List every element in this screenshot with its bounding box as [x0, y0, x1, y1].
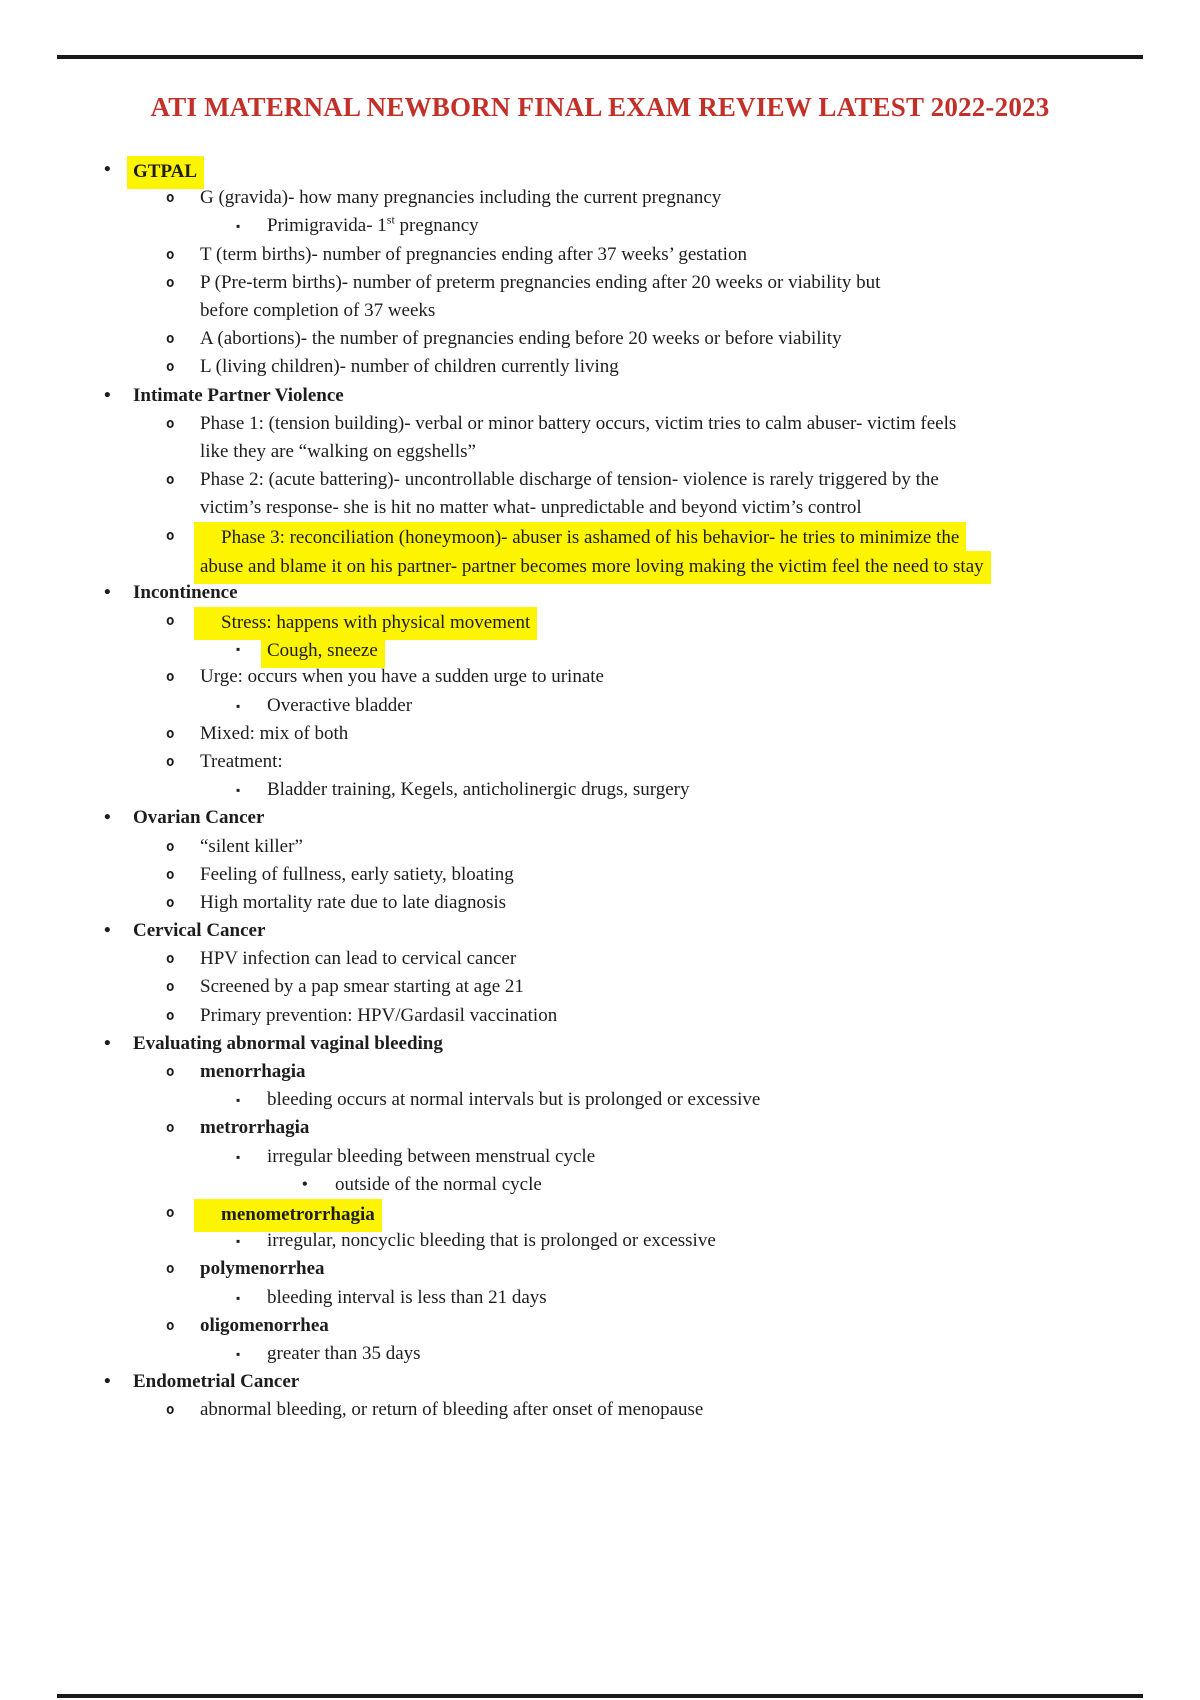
list-item — [0, 1002, 1200, 1030]
list-item-text — [267, 1340, 421, 1368]
bullet-level-2-icon: o — [166, 951, 175, 968]
text-run: T (term births)- number of pregnancies ending after 37 weeks’ gestation — [200, 243, 747, 265]
list-item — [0, 353, 1200, 381]
text-run: irregular, noncyclic bleeding that is prolonged or excessive — [267, 1230, 716, 1252]
bullet-level-2-icon: o — [166, 472, 175, 489]
bullet-level-2-icon: o — [166, 274, 175, 291]
bullet-level-1-icon: • — [104, 581, 111, 603]
bullet-level-2-icon: o — [166, 1402, 175, 1419]
list-item-text — [200, 1058, 306, 1086]
top-rule — [57, 55, 1143, 59]
text-run: G (gravida)- how many pregnancies including the current pregnancy — [200, 187, 722, 209]
bullet-level-2-icon: o — [166, 669, 175, 686]
list-item — [0, 889, 1200, 917]
list-item — [0, 1086, 1200, 1114]
text-run: Phase 3: reconciliation (honeymoon)- abuser is ashamed of his behavior- he tries to minimize the — [221, 527, 960, 549]
text-run: L (living children)- number of children currently living — [200, 356, 619, 378]
list-item — [0, 325, 1200, 353]
list-item-text — [200, 438, 476, 466]
text-run: HPV infection can lead to cervical cancer — [200, 948, 517, 970]
list-item-text — [200, 1002, 557, 1030]
list-item-text — [200, 945, 516, 973]
list-item-text — [200, 973, 524, 1001]
list-item-text — [200, 269, 880, 297]
text-run: oligomenorrhea — [200, 1314, 329, 1336]
bullet-level-2-icon: o — [166, 1007, 175, 1024]
list-item — [0, 748, 1200, 776]
bullet-level-4-icon: • — [302, 1175, 308, 1193]
list-item-text — [200, 325, 842, 353]
text-run: Cough, sneeze — [267, 640, 378, 662]
list-item — [0, 269, 1200, 297]
list-item-text — [267, 212, 479, 240]
text-run: like they are “walking on eggshells” — [200, 440, 476, 462]
bullet-level-2-icon: o — [166, 866, 175, 883]
list-item — [0, 438, 1200, 466]
text-run: Ovarian Cancer — [133, 807, 265, 829]
text-run: “silent killer” — [200, 835, 303, 857]
bullet-level-2-icon: o — [166, 359, 175, 376]
text-run: Mixed: mix of both — [200, 722, 349, 744]
list-item — [0, 466, 1200, 494]
bullet-level-1-icon: • — [104, 384, 111, 406]
bullet-level-1-icon: • — [104, 1032, 111, 1054]
list-item — [0, 410, 1200, 438]
bullet-level-2-icon: o — [166, 613, 175, 629]
text-run: bleeding interval is less than 21 days — [267, 1286, 547, 1308]
list-item — [0, 692, 1200, 720]
bullet-level-3-icon: ▪ — [236, 1149, 241, 1164]
list-item — [0, 1171, 1200, 1199]
bullet-level-2-icon: o — [166, 190, 175, 207]
superscript-text: st — [386, 213, 395, 228]
text-run: Phase 2: (acute battering)- uncontrollable discharge of tension- violence is rarely triggered by the — [200, 469, 939, 491]
text-run: High mortality rate due to late diagnosis — [200, 891, 507, 913]
list-item-text — [267, 776, 689, 804]
text-run: menometrorrhagia — [221, 1203, 375, 1225]
bullet-level-2-icon: o — [166, 1261, 175, 1278]
list-item — [0, 607, 1200, 635]
list-item-text — [133, 382, 344, 410]
text-run: abuse and blame it on his partner- partner becomes more loving making the victim feel the need to stay — [200, 555, 984, 577]
bullet-level-3-icon: ▪ — [236, 1346, 241, 1361]
list-item — [0, 1030, 1200, 1058]
list-item — [0, 861, 1200, 889]
text-run: Bladder training, Kegels, anticholinergic drugs, surgery — [267, 779, 690, 801]
list-item-text — [133, 1030, 443, 1058]
list-item-text — [200, 861, 514, 889]
text-run: metrorrhagia — [200, 1117, 310, 1139]
bullet-level-3-icon: ▪ — [236, 698, 241, 713]
list-item — [0, 494, 1200, 522]
text-run: Incontinence — [133, 581, 238, 603]
bullet-level-2-icon: o — [166, 1204, 175, 1221]
bullet-level-2-icon: o — [166, 1317, 175, 1334]
list-item — [0, 1284, 1200, 1312]
bullet-level-2-icon: o — [166, 725, 175, 742]
text-run: victim’s response- she is hit no matter what- unpredictable and beyond victim’s control — [200, 497, 862, 519]
text-run: outside of the normal cycle — [335, 1173, 542, 1195]
bullet-level-2-icon: o — [166, 979, 175, 996]
list-item-text — [267, 1284, 547, 1312]
list-item-text — [200, 1114, 309, 1142]
bullet-level-2-icon: o — [166, 753, 175, 770]
list-item-text — [200, 184, 721, 212]
list-item — [0, 917, 1200, 945]
list-item — [0, 184, 1200, 212]
text-run: abnormal bleeding, or return of bleeding after onset of menopause — [200, 1399, 704, 1421]
list-item — [0, 1227, 1200, 1255]
bullet-level-3-icon: ▪ — [236, 783, 241, 798]
text-run: Intimate Partner Violence — [133, 384, 344, 406]
list-item-text — [133, 1368, 299, 1396]
bottom-rule — [57, 1694, 1143, 1698]
list-item — [0, 522, 1200, 550]
list-item-text — [200, 748, 283, 776]
list-item-text — [267, 692, 412, 720]
list-item — [0, 1396, 1200, 1424]
list-item-text — [200, 241, 747, 269]
list-item — [0, 663, 1200, 691]
list-item — [0, 579, 1200, 607]
list-item — [0, 1058, 1200, 1086]
list-item-text — [133, 917, 265, 945]
list-item-text — [200, 889, 506, 917]
bullet-level-2-icon: o — [166, 1064, 175, 1080]
text-run: Screened by a pap smear starting at age 21 — [200, 976, 524, 998]
bullet-level-3-icon: ▪ — [236, 1093, 241, 1108]
text-run: Primigravida- 1 — [267, 215, 387, 237]
bullet-level-1-icon: • — [104, 920, 111, 942]
list-item-text — [200, 1396, 703, 1424]
text-run: irregular bleeding between menstrual cycle — [267, 1145, 596, 1167]
bullet-level-2-icon: o — [166, 1120, 175, 1137]
text-run: Feeling of fullness, early satiety, bloating — [200, 863, 514, 885]
list-item-text — [267, 1227, 716, 1255]
text-run: Stress: happens with physical movement — [221, 612, 531, 633]
list-item — [0, 382, 1200, 410]
text-run: A (abortions)- the number of pregnancies ending before 20 weeks or before viability — [200, 328, 842, 350]
list-item-text — [200, 720, 348, 748]
text-run: Cervical Cancer — [133, 920, 266, 942]
list-item-text — [200, 353, 619, 381]
list-item — [0, 1312, 1200, 1340]
list-item — [0, 551, 1200, 579]
bullet-level-3-icon: ▪ — [236, 219, 241, 234]
text-run: Overactive bladder — [267, 694, 413, 716]
text-run: Evaluating abnormal vaginal bleeding — [133, 1032, 443, 1054]
list-item-text — [200, 410, 956, 438]
page-title: ATI MATERNAL NEWBORN FINAL EXAM REVIEW LATEST 2022-2023 — [150, 92, 1050, 122]
text-run: Endometrial Cancer — [133, 1371, 300, 1393]
list-item — [0, 720, 1200, 748]
bullet-level-2-icon: o — [166, 415, 175, 432]
bullet-level-2-icon: o — [166, 838, 175, 855]
bullet-level-1-icon: • — [104, 159, 111, 180]
text-run: pregnancy — [394, 215, 479, 237]
text-run: before completion of 37 weeks — [200, 299, 436, 321]
list-item — [0, 1255, 1200, 1283]
list-item — [0, 212, 1200, 240]
text-run: Primary prevention: HPV/Gardasil vaccination — [200, 1004, 558, 1026]
list-item — [0, 1114, 1200, 1142]
list-item — [0, 1143, 1200, 1171]
text-run: GTPAL — [133, 161, 198, 182]
bullet-level-1-icon: • — [104, 807, 111, 829]
list-item-text — [335, 1171, 542, 1199]
list-item-text — [200, 297, 435, 325]
list-item-text — [267, 1143, 595, 1171]
text-run: bleeding occurs at normal intervals but is prolonged or excessive — [267, 1089, 761, 1111]
bullet-level-3-icon: ▪ — [236, 642, 241, 657]
list-item-text — [200, 1255, 325, 1283]
list-item-text — [200, 663, 604, 691]
text-run: Phase 1: (tension building)- verbal or minor battery occurs, victim tries to calm abuser- victim feels — [200, 412, 957, 434]
bullet-list — [0, 156, 1200, 1424]
text-run: menorrhagia — [200, 1061, 306, 1082]
list-item — [0, 241, 1200, 269]
list-item — [0, 1368, 1200, 1396]
bullet-level-2-icon: o — [166, 528, 175, 545]
list-item — [0, 833, 1200, 861]
list-item — [0, 804, 1200, 832]
list-item-text — [133, 804, 264, 832]
text-run: polymenorrhea — [200, 1258, 325, 1280]
bullet-level-2-icon: o — [166, 894, 175, 911]
list-item-text — [133, 579, 238, 607]
bullet-level-3-icon: ▪ — [236, 1290, 241, 1305]
list-item-text — [200, 494, 862, 522]
list-item-text — [200, 1312, 329, 1340]
list-item-text — [200, 833, 303, 861]
text-run: P (Pre-term births)- number of preterm pregnancies ending after 20 weeks or viability but — [200, 271, 881, 293]
list-item — [0, 156, 1200, 184]
bullet-level-1-icon: • — [104, 1371, 111, 1393]
text-run: greater than 35 days — [267, 1342, 421, 1364]
list-item — [0, 1340, 1200, 1368]
list-item — [0, 297, 1200, 325]
text-run: Treatment: — [200, 750, 283, 772]
bullet-level-2-icon: o — [166, 246, 175, 263]
list-item-text — [200, 466, 939, 494]
bullet-level-3-icon: ▪ — [236, 1234, 241, 1249]
list-item-text — [267, 1086, 760, 1114]
list-item — [0, 776, 1200, 804]
list-item — [0, 635, 1200, 663]
list-item — [0, 1199, 1200, 1227]
text-run: Urge: occurs when you have a sudden urge to urinate — [200, 666, 604, 688]
list-item — [0, 945, 1200, 973]
list-item — [0, 973, 1200, 1001]
bullet-level-2-icon: o — [166, 331, 175, 348]
